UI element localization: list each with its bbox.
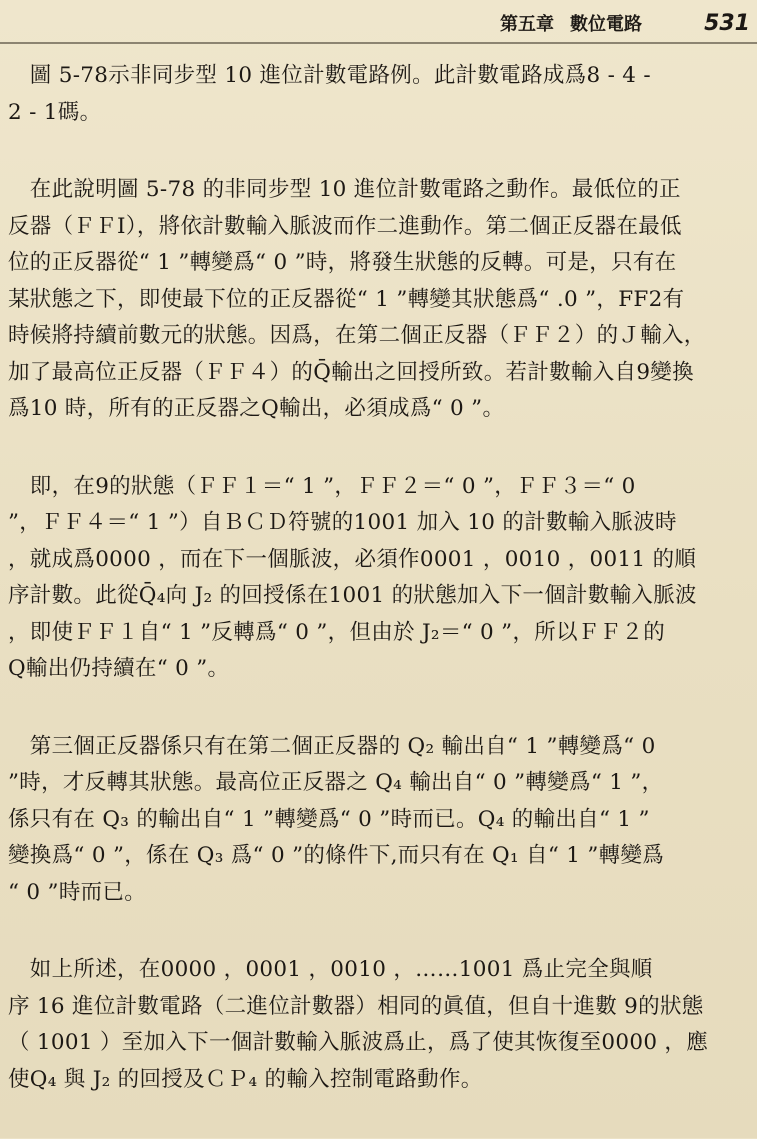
header-rule <box>0 42 757 44</box>
paragraph <box>8 172 744 428</box>
text-line: Q輸出仍持續在“ 0 ”。 <box>8 656 230 681</box>
text-line: 某狀態之下，即使最下位的正反器從“ 1 ”轉變其狀態爲“ .0 ”，FF2有 <box>8 286 685 312</box>
text-line: 係只有在 Q₃ 的輸出自“ 1 ”轉變爲“ 0 ”時而已。Q₄ 的輸出自“ 1 ” <box>8 806 650 832</box>
text-line: 在此說明圖 5-78 的非同步型 10 進位計數電路之動作。最低位的正 <box>8 177 681 202</box>
text-line: 使Q₄ 與 J₂ 的回授及ＣＰ₄ 的輸入控制電路動作。 <box>8 1066 483 1092</box>
text-line: ”時，才反轉其狀態。最高位正反器之 Q₄ 輸出自“ 0 ”轉變爲“ 1 ”， <box>8 770 664 795</box>
text-line: 加了最高位正反器（ＦＦ４）的Q̄輸出之回授所致。若計數輸入自9變換 <box>8 359 694 385</box>
section-title: 數位電路 <box>570 14 642 35</box>
text-line: 即，在9的狀態（ＦＦ１＝“ 1 ”，ＦＦ２＝“ 0 ”，ＦＦ３＝“ 0 <box>8 473 636 499</box>
text-line: ，就成爲0000 ，而在下一個脈波，必須作0001 ，0010 ，0011 的順 <box>8 546 697 572</box>
chapter-label: 第五章 <box>500 14 554 35</box>
text-line: 爲10 時，所有的正反器之Q輸出，必須成爲“ 0 ”。 <box>8 396 505 421</box>
paragraph <box>8 729 744 912</box>
text-line: 如上所述，在0000 ，0001 ，0010 ，……1001 爲止完全與順 <box>8 957 653 982</box>
text-line: 2 - 1碼。 <box>8 99 102 125</box>
text-line: 圖 5-78示非同步型 10 進位計數電路例。此計數電路成爲8 - 4 - <box>8 63 651 88</box>
text-line: 序 16 進位計數電路（二進位計數器）相同的眞值，但自十進數 9的狀態 <box>8 993 704 1019</box>
text-line: 時候將持續前數元的狀態。因爲，在第二個正反器（ＦＦ２）的Ｊ輸入， <box>8 323 706 348</box>
text-line: 反器（ＦＦⅠ），將依計數輸入脈波而作二進動作。第二個正反器在最低 <box>8 213 682 239</box>
text-line: 第三個正反器係只有在第二個正反器的 Q₂ 輸出自“ 1 ”轉變爲“ 0 <box>8 733 656 759</box>
text-line: “ 0 ”時而已。 <box>8 879 147 905</box>
text-line: 位的正反器從“ 1 ”轉變爲“ 0 ”時，將發生狀態的反轉。可是，只有在 <box>8 250 677 275</box>
page-number: 531 <box>704 10 750 36</box>
paragraph <box>8 58 744 131</box>
running-header <box>500 6 750 40</box>
text-line: 變換爲“ 0 ”，係在 Q₃ 爲“ 0 ”的條件下,而只有在 Q₁ 自“ 1 ”轉變爲 <box>8 843 665 868</box>
text-line: 序計數。此從Q̄₄向 J₂ 的回授係在1001 的狀態加入下一個計數輸入脈波 <box>8 583 697 608</box>
body-text <box>8 58 744 1139</box>
paragraph <box>8 952 744 1098</box>
text-line: （ 1001 ）至加入下一個計數輸入脈波爲止，爲了使其恢復至0000 ，應 <box>8 1030 709 1055</box>
text-line: ”，ＦＦ４＝“ 1 ”）自ＢＣＤ符號的1001 加入 10 的計數輸入脈波時 <box>8 510 677 535</box>
text-line: ，即使ＦＦ１自“ 1 ”反轉爲“ 0 ”，但由於 J₂＝“ 0 ”，所以ＦＦ２的 <box>8 619 666 645</box>
paragraph <box>8 469 744 688</box>
